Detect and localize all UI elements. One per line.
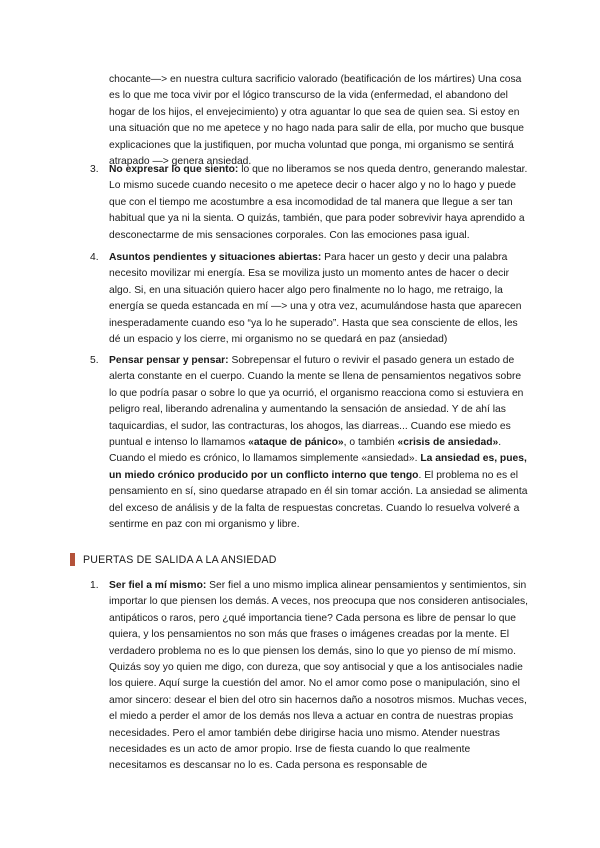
list-item-pending (109, 250, 529, 348)
item-number: 3. (90, 164, 99, 175)
item-title: No expresar lo que siento: (109, 164, 239, 175)
item-text: . El problema no es el pensamiento en sí, sino quedarse atrapado en él sin tomar acción. La ansiedad se alimenta del exceso de análisis y de la falta de respuestas concretas. Cuando lo resuelva volveré a sentirme en paz con mi organismo y libre. (109, 469, 528, 531)
item-title: Pensar pensar y pensar: (109, 355, 229, 366)
item-text: Ser fiel a uno mismo implica alinear pensamientos y sentimientos, sin importar lo que piensen los demás. A veces, nos preocupa que nos consideren antisociales, antipáticos o raros, pero ¿qué importancia tiene? Cada persona es libre de pensar lo que quiera, y los pensamientos no son más que frases o imágenes creadas por la mente. El verdadero problema no es lo que piensen los demás, sino lo que yo pienso de mí mismo. Quizás soy yo quien me digo, con dureza, que soy antisocial y que a los antisociales nadie los quiere. Aquí surge la cuestión del amor. No el amor como pose o manipulación, sino el amor sincero: desear el bien del otro sin hacernos daño a nosotros mismos. Muchas veces, el miedo a perder el amor de los demás nos lleva a actuar en contra de nuestras propias necesidades. Pero el amor también debe dirigirse hacia uno mismo. Atender nuestras necesidades es un acto de amor propio. Irse de fiesta cuando lo que realmente necesitamos es descansar no lo es. Cada persona es responsable de (109, 580, 528, 772)
item-text: . Cuando el miedo es crónico, lo llamamos simplemente «ansiedad». (109, 437, 502, 465)
list-item-express (109, 162, 531, 244)
anxiety-crisis-term: «crisis de ansiedad» (397, 437, 499, 449)
item-text: Para hacer un gesto y decir una palabra necesito movilizar mi energía. Esa se moviliza justo un momento antes de hacer o decir algo. Si, en una situación quiero hacer algo pero finalmente no lo hago, me retraigo, la energía se queda estancada en mí —> una y otra vez, acumulándose hasta que aparecen inesperadamente cuando eso “ya lo he superado”. Hasta que sea consciente de ellos, les dé un espacio y los cierre, mi organismo no se quedará en paz (ansiedad) (109, 252, 522, 346)
intro-paragraph: chocante—> en nuestra cultura sacrificio valorado (beatificación de los mártires) Una cosa es lo que me toca vivir por el lógico transcurso de la vida (enfermedad, el abandono del hogar de los hijos, el envejecimiento) y otra aguantar lo que sea de quien sea. Si estoy en una situación que no me apetece y no hago nada para salir de ella, por mucho que busque explicaciones que la justifiquen, por mucha voluntad que ponga, mi organismo se sentirá atrapado —> genera ansiedad. (109, 74, 525, 168)
panic-attack-term: «ataque de pánico» (248, 437, 344, 449)
item-number: 1. (90, 580, 99, 591)
list-item-self-fidelity (109, 578, 529, 775)
item-number: 5. (90, 355, 99, 366)
item-text: , o también (343, 437, 398, 449)
item-title: Ser fiel a mí mismo: (109, 580, 207, 591)
item-title: Asuntos pendientes y situaciones abiertas: (109, 252, 322, 263)
item-text: lo que no liberamos se nos queda dentro, generando malestar. Lo mismo sucede cuando necesito o me apetece decir o hacer algo y no lo hago y puede que con el tiempo me acostumbre a esa incomodidad de tal manera que llegue a ser tan habitual que ya ni la sienta. O quizás, también, que para poder sobrevivir haya aprendido a desconectarme de mis sensaciones corporales. Con las emociones pasa igual. (109, 164, 528, 241)
section-heading: PUERTAS DE SALIDA A LA ANSIEDAD (83, 554, 277, 566)
section-marker (70, 553, 75, 566)
item-text: Sobrepensar el futuro o revivir el pasado genera un estado de alerta constante en el cuerpo. Cuando la mente se llena de pensamientos negativos sobre lo que podría pasar o sobre lo que ya ocurrió, el organismo reacciona como si estuviera en peligro real, liberando adrenalina y aumentando la sensación de ansiedad. Y de ahí las taquicardias, el sudor, las contracturas, los ahogos, las diarreas... Cuando ese miedo es puntual e intenso lo llamamos (109, 355, 524, 449)
item-number: 4. (90, 252, 99, 263)
list-item-overthinking (109, 353, 529, 533)
anxiety-definition: La ansiedad es, pues, un miedo crónico producido por un conflicto interno que tengo (109, 453, 527, 481)
